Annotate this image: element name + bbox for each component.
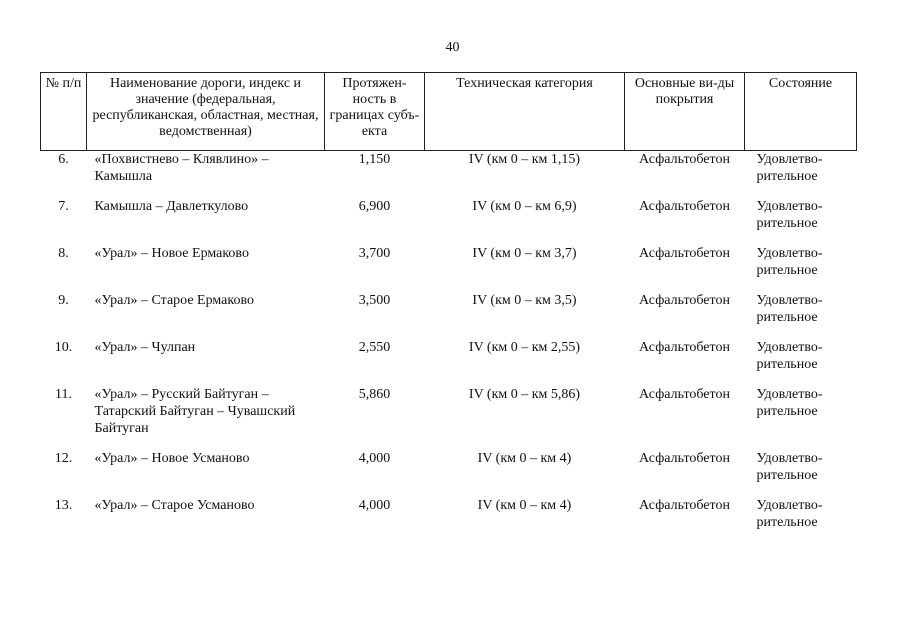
cell-state: Удовлетво-рительное [756,498,823,530]
cell-category: IV (км 0 – км 4) [477,498,572,513]
header-num: № п/п [41,73,87,151]
cell-length: 1,150 [358,152,391,167]
cell-category: IV (км 0 – км 4) [477,451,572,466]
cell-num: 13. [54,498,73,513]
cell-coverage: Асфальтобетон [639,199,730,214]
cell-name: Камышла – Давлеткулово [94,199,249,214]
cell-category: IV (км 0 – км 1,15) [468,152,581,167]
cell-length: 6,900 [358,199,391,214]
cell-num: 7. [58,199,69,214]
cell-coverage: Асфальтобетон [639,387,730,402]
table-row [41,497,857,544]
cell-length: 4,000 [358,451,391,466]
cell-length: 3,700 [358,246,391,261]
cell-coverage: Асфальтобетон [639,451,730,466]
cell-state: Удовлетво-рительное [756,451,823,483]
cell-state: Удовлетво-рительное [756,387,823,419]
cell-name: «Урал» – Старое Усманово [94,498,255,513]
table-row [41,245,857,292]
cell-category: IV (км 0 – км 2,55) [468,340,581,355]
cell-length: 2,550 [358,340,391,355]
cell-num: 12. [54,451,73,466]
table-row [41,198,857,245]
roads-table [40,72,857,544]
cell-num: 8. [58,246,69,261]
cell-coverage: Асфальтобетон [639,340,730,355]
table-header-row [41,73,857,151]
cell-coverage: Асфальтобетон [639,498,730,513]
cell-state: Удовлетво-рительное [756,340,823,372]
cell-length: 3,500 [358,293,391,308]
cell-state: Удовлетво-рительное [756,152,823,184]
cell-category: IV (км 0 – км 6,9) [472,199,577,214]
cell-name: «Урал» – Русский Байтуган – Татарский Байтуган – Чувашский Байтуган [94,387,296,436]
cell-num: 9. [58,293,69,308]
cell-category: IV (км 0 – км 5,86) [468,387,581,402]
cell-coverage: Асфальтобетон [639,152,730,167]
table-row [41,339,857,386]
header-state: Состояние [745,73,857,151]
cell-coverage: Асфальтобетон [639,293,730,308]
table-row [41,292,857,339]
cell-name: «Урал» – Старое Ермаково [94,293,254,308]
cell-state: Удовлетво-рительное [756,293,823,325]
cell-num: 6. [58,152,69,167]
page-number: 40 [445,40,460,55]
cell-category: IV (км 0 – км 3,7) [472,246,577,261]
cell-name: «Урал» – Новое Ермаково [94,246,249,261]
cell-state: Удовлетво-рительное [756,246,823,278]
header-length: Протяжен-ность в границах субъ-екта [325,73,425,151]
header-name: Наименование дороги, индекс и значение (федеральная, республиканская, областная, местная, ведомственная) [87,73,325,151]
table-row [41,151,857,199]
cell-coverage: Асфальтобетон [639,246,730,261]
cell-name: «Похвистнево – Клявлино» – Камышла [94,152,269,184]
cell-length: 4,000 [358,498,391,513]
table-row [41,386,857,450]
cell-num: 11. [55,387,72,402]
cell-name: «Урал» – Новое Усманово [94,451,250,466]
cell-category: IV (км 0 – км 3,5) [472,293,577,308]
cell-num: 10. [54,340,73,355]
cell-state: Удовлетво-рительное [756,199,823,231]
header-coverage: Основные ви-ды покрытия [625,73,745,151]
cell-length: 5,860 [358,387,391,402]
cell-name: «Урал» – Чулпан [94,340,196,355]
table-row [41,450,857,497]
header-category: Техническая категория [425,73,625,151]
